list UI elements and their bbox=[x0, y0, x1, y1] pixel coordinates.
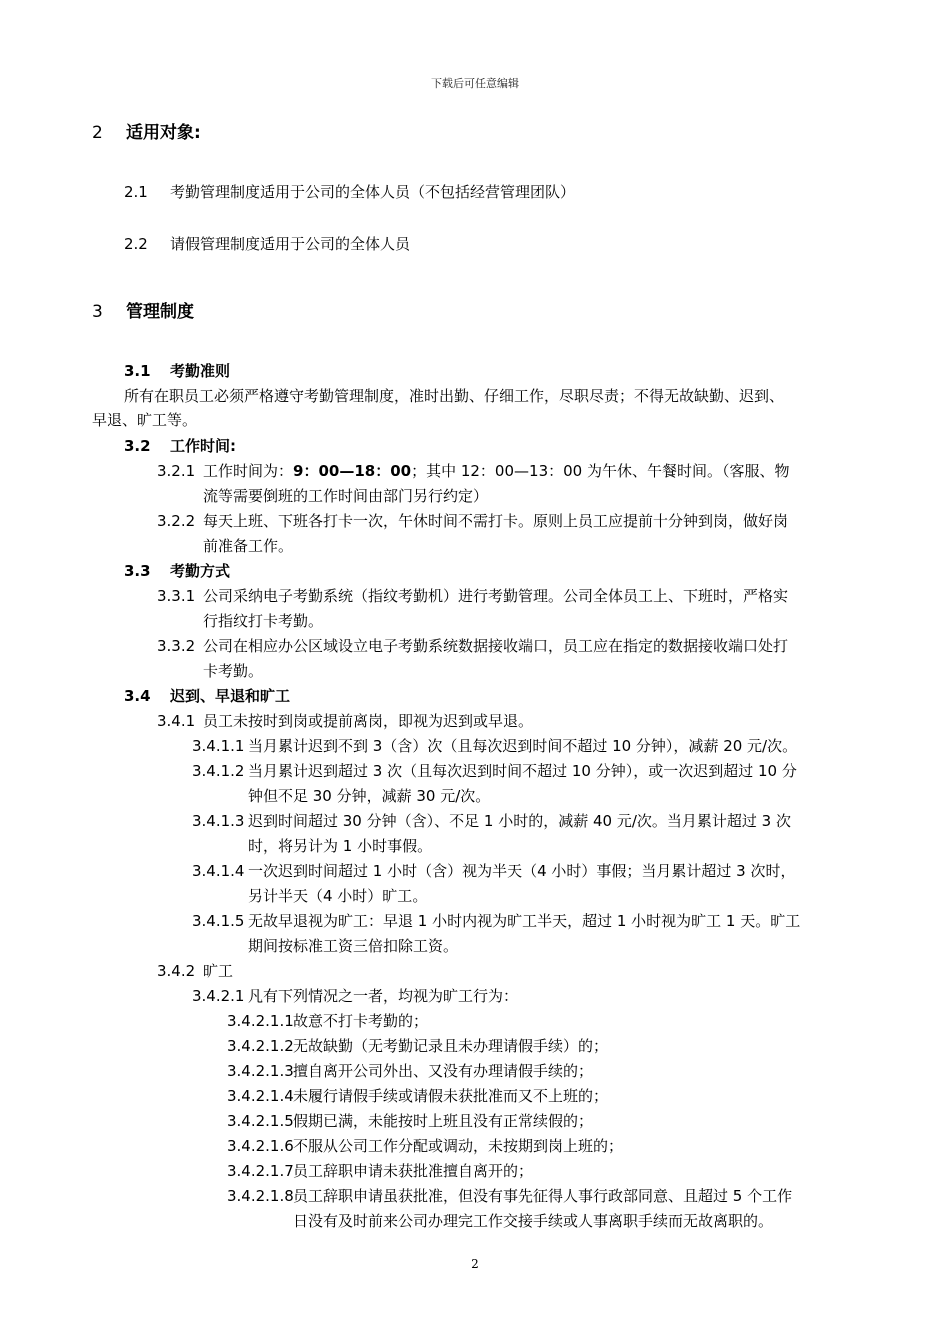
clause-3-4-2 bbox=[157, 960, 233, 981]
section-title: 管理制度 bbox=[126, 302, 194, 322]
clause-number: 3.4.1.3 bbox=[192, 812, 245, 830]
clause-continuation: 前准备工作。 bbox=[203, 537, 294, 555]
page-number: 2 bbox=[471, 1257, 479, 1271]
clause-continuation: 流等需要倒班的工作时间由部门另行约定） bbox=[203, 487, 489, 505]
clause-number: 3.4.2 bbox=[157, 962, 196, 980]
clause-text: 当月累计迟到不到 3（含）次（且每次迟到时间不超过 10 分钟），减薪 20 元/次。 bbox=[248, 737, 798, 755]
list-item bbox=[227, 1060, 593, 1081]
clause-text: 员工未按时到岗或提前离岗，即视为迟到或早退。 bbox=[203, 712, 534, 730]
clause-3-4-1 bbox=[157, 710, 533, 731]
clause-text: 公司采纳电子考勤系统（指纹考勤机）进行考勤管理。公司全体员工上、下班时，严格实 bbox=[203, 587, 789, 605]
section-number: 3 bbox=[92, 302, 103, 322]
clause-title: 考勤方式 bbox=[170, 562, 231, 580]
clause-continuation: 卡考勤。 bbox=[203, 662, 264, 680]
clause-number: 3.3.1 bbox=[157, 587, 196, 605]
clause-number: 3.4.2.1 bbox=[192, 987, 245, 1005]
clause-3-2-2 bbox=[157, 510, 788, 531]
clause-3-4-1-1 bbox=[192, 735, 797, 756]
clause-number: 2.1 bbox=[124, 183, 148, 201]
section-2-1 bbox=[124, 181, 575, 202]
clause-continuation: 期间按标准工资三倍扣除工资。 bbox=[248, 937, 459, 955]
list-item bbox=[227, 1135, 623, 1156]
clause-number: 3.4.1.4 bbox=[192, 862, 245, 880]
clause-text: 旷工 bbox=[203, 962, 234, 980]
clause-text: 每天上班、下班各打卡一次，午休时间不需打卡。原则上员工应提前十分钟到岗，做好岗 bbox=[203, 512, 789, 530]
clause-number: 3.4 bbox=[124, 687, 151, 705]
section-2-heading bbox=[92, 118, 201, 143]
clause-3-4-1-2 bbox=[192, 760, 797, 781]
list-item-continuation: 日没有及时前来公司办理完工作交接手续或人事离职手续而无故离职的。 bbox=[293, 1212, 774, 1230]
paragraph-line: 所有在职员工必须严格遵守考勤管理制度，准时出勤、仔细工作，尽职尽责；不得无故缺勤、迟到、 bbox=[124, 387, 785, 405]
clause-number: 2.2 bbox=[124, 235, 148, 253]
clause-number: 3.2.1 bbox=[157, 462, 196, 480]
item-text: 假期已满，未能按时上班且没有正常续假的； bbox=[293, 1112, 594, 1130]
item-text: 员工辞职申请未获批准擅自离开的； bbox=[293, 1162, 534, 1180]
page-header: 下载后可任意编辑 bbox=[431, 77, 519, 90]
clause-text: 迟到时间超过 30 分钟（含）、不足 1 小时的，减薪 40 元/次。当月累计超过 3 次 bbox=[248, 812, 791, 830]
item-number: 3.4.2.1.7 bbox=[227, 1162, 294, 1180]
item-text: 不服从公司工作分配或调动，未按期到岗上班的； bbox=[293, 1137, 624, 1155]
clause-3-2-1 bbox=[157, 460, 789, 481]
clause-3-4-2-1 bbox=[192, 985, 518, 1006]
clause-text: ；其中 12：00—13：00 为午休、午餐时间。（客服、物 bbox=[411, 462, 790, 480]
clause-title: 考勤准则 bbox=[170, 362, 231, 380]
section-2-2 bbox=[124, 233, 410, 254]
clause-text: 考勤管理制度适用于公司的全体人员（不包括经营管理团队） bbox=[170, 183, 576, 201]
clause-number: 3.1 bbox=[124, 362, 151, 380]
clause-3-3-1 bbox=[157, 585, 788, 606]
clause-continuation: 时，将另计为 1 小时事假。 bbox=[248, 837, 433, 855]
clause-3-4-1-5 bbox=[192, 910, 800, 931]
item-number: 3.4.2.1.8 bbox=[227, 1187, 294, 1205]
work-hours: 9：00—18：00 bbox=[293, 462, 412, 480]
clause-number: 3.4.1.5 bbox=[192, 912, 245, 930]
item-number: 3.4.2.1.3 bbox=[227, 1062, 294, 1080]
clause-3-3-2 bbox=[157, 635, 788, 656]
clause-text: 凡有下列情况之一者，均视为旷工行为： bbox=[248, 987, 519, 1005]
item-text: 未履行请假手续或请假未获批准而又不上班的； bbox=[293, 1087, 609, 1105]
list-item bbox=[227, 1010, 428, 1031]
item-text: 无故缺勤（无考勤记录且未办理请假手续）的； bbox=[293, 1037, 609, 1055]
item-number: 3.4.2.1.4 bbox=[227, 1087, 294, 1105]
clause-3-4-1-3 bbox=[192, 810, 791, 831]
clause-text: 请假管理制度适用于公司的全体人员 bbox=[170, 235, 411, 253]
clause-number: 3.4.1.2 bbox=[192, 762, 245, 780]
item-text: 故意不打卡考勤的； bbox=[293, 1012, 429, 1030]
list-item bbox=[227, 1085, 608, 1106]
item-number: 3.4.2.1.1 bbox=[227, 1012, 294, 1030]
clause-number: 3.2 bbox=[124, 437, 151, 455]
clause-text: 公司在相应办公区域设立电子考勤系统数据接收端口，员工应在指定的数据接收端口处打 bbox=[203, 637, 789, 655]
item-number: 3.4.2.1.6 bbox=[227, 1137, 294, 1155]
clause-continuation: 钟但不足 30 分钟，减薪 30 元/次。 bbox=[248, 787, 491, 805]
clause-number: 3.4.1 bbox=[157, 712, 196, 730]
clause-3-4-1-4 bbox=[192, 860, 795, 881]
section-3-1-heading bbox=[124, 360, 230, 381]
clause-text: 无故早退视为旷工：早退 1 小时内视为旷工半天，超过 1 小时视为旷工 1 天。旷工 bbox=[248, 912, 801, 930]
section-3-4-heading bbox=[124, 685, 290, 706]
clause-number: 3.3 bbox=[124, 562, 151, 580]
section-3-heading bbox=[92, 297, 194, 322]
clause-title: 迟到、早退和旷工 bbox=[170, 687, 291, 705]
clause-number: 3.2.2 bbox=[157, 512, 196, 530]
section-number: 2 bbox=[92, 123, 103, 143]
clause-number: 3.3.2 bbox=[157, 637, 196, 655]
section-3-2-heading bbox=[124, 435, 236, 456]
list-item bbox=[227, 1160, 533, 1181]
section-3-3-heading bbox=[124, 560, 230, 581]
clause-title: 工作时间: bbox=[170, 437, 236, 455]
paragraph-line: 早退、旷工等。 bbox=[92, 411, 198, 429]
clause-continuation: 另计半天（4 小时）旷工。 bbox=[248, 887, 428, 905]
list-item bbox=[227, 1035, 608, 1056]
clause-text: 工作时间为： bbox=[203, 462, 294, 480]
item-text: 擅自离开公司外出、又没有办理请假手续的； bbox=[293, 1062, 594, 1080]
item-text: 员工辞职申请虽获批准，但没有事先征得人事行政部同意、且超过 5 个工作 bbox=[293, 1187, 793, 1205]
list-item bbox=[227, 1185, 792, 1206]
clause-number: 3.4.1.1 bbox=[192, 737, 245, 755]
clause-text: 当月累计迟到超过 3 次（且每次迟到时间不超过 10 分钟），或一次迟到超过 10 分 bbox=[248, 762, 797, 780]
clause-text: 一次迟到时间超过 1 小时（含）视为半天（4 小时）事假；当月累计超过 3 次时， bbox=[248, 862, 796, 880]
item-number: 3.4.2.1.5 bbox=[227, 1112, 294, 1130]
list-item bbox=[227, 1110, 593, 1131]
item-number: 3.4.2.1.2 bbox=[227, 1037, 294, 1055]
clause-continuation: 行指纹打卡考勤。 bbox=[203, 612, 324, 630]
section-title: 适用对象: bbox=[126, 123, 201, 143]
